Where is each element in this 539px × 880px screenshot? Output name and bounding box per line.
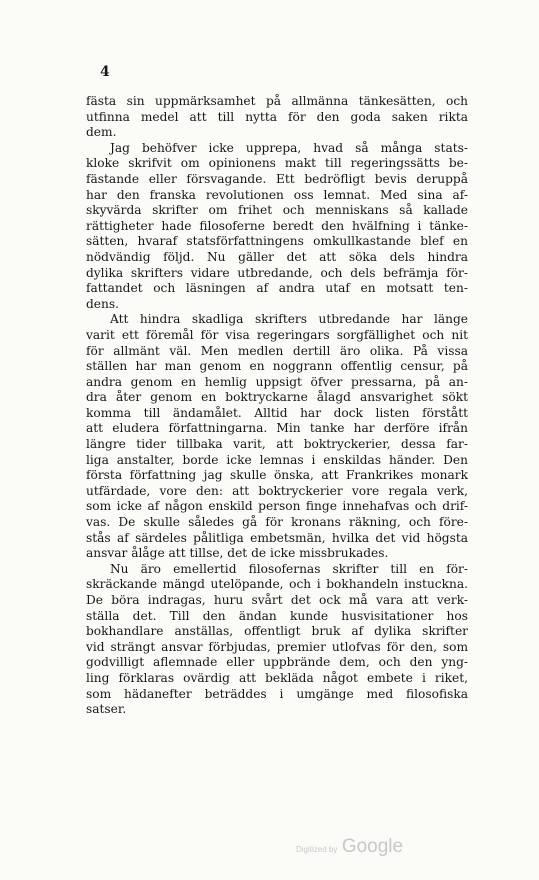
text-line: godvilligt aflemnade eller uppbrände dem, och den yng-	[86, 655, 468, 670]
text-line: skyvärda skrifter om frihet och menniskans så kallade	[86, 203, 468, 218]
text-line: dem.	[86, 125, 117, 140]
text-line: som hädanefter beträddes i umgänge med filosofiska	[86, 686, 468, 701]
body-text	[86, 94, 468, 718]
text-line: Jag behöfver icke upprepa, hvad så många stats-	[110, 140, 468, 155]
page-number: 4	[100, 64, 110, 80]
watermark-brand: Google	[341, 836, 404, 857]
text-line: dylika skrifters vidare utbredande, och dels befrämja för-	[86, 265, 468, 280]
text-line: har den franska revolutionen oss lemnat. Med sina af-	[86, 187, 468, 202]
text-line: dra åter genom en boktryckarne ålagd ansvarighet sökt	[86, 390, 468, 405]
text-line: ställen har man genom en noggrann offentlig censur, på	[86, 359, 468, 374]
text-line: längre tider tillbaka varit, att boktryckerier, dessa far-	[86, 437, 468, 452]
text-line: för allmänt väl. Men medlen dertill äro olika. På vissa	[86, 343, 468, 358]
text-line: utfärdade, vore den: att boktryckerier vore regala verk,	[86, 483, 468, 498]
text-line: fattandet och läsningen af andra utaf en motsatt ten-	[86, 281, 468, 296]
text-line: kloke skrifvit om opinionens makt till regeringssätts be-	[86, 156, 468, 171]
text-line: rättigheter hade filosoferne beredt den hvälfning i tänke-	[86, 218, 468, 233]
text-line: komma till ändamålet. Alltid har dock listen förstått	[86, 405, 468, 420]
text-line: som icke af någon enskild person finge innehafvas och drif-	[86, 499, 468, 514]
text-line: liga anstalter, borde icke lemnas i enskildas händer. Den	[86, 452, 468, 467]
text-line: fästa sin uppmärksamhet på allmänna tänkesätten, och	[86, 94, 468, 108]
text-line: bokhandlare anställas, offentligt bruk af dylika skrifter	[86, 624, 468, 639]
text-line: fästande eller försvagande. Ett bedröfligt bevis deruppå	[86, 171, 468, 186]
text-line: dens.	[86, 296, 119, 311]
watermark-prefix: Digitized by	[296, 845, 338, 854]
text-line: utfinna medel att till nytta för den goda saken rikta	[86, 109, 468, 124]
digitized-by-google-watermark	[296, 836, 403, 858]
text-line: andra genom en hemlig uppsigt öfver pressarna, på an-	[86, 374, 468, 389]
text-line: vid strängt ansvar förbjudas, premier utlofvas för den, som	[86, 639, 468, 654]
text-line: Att hindra skadliga skrifters utbredande har länge	[110, 312, 468, 327]
text-line: att eludera författningarna. Min tanke har derföre ifrån	[86, 421, 468, 436]
text-line: nödvändig följd. Nu gäller det att söka dels hindra	[86, 249, 468, 264]
text-line: De böra indragas, huru svårt det ock må vara att verk-	[86, 593, 468, 607]
text-line: ställa det. Till den ändan kunde husvisitationer hos	[86, 608, 468, 623]
text-line: stås af särdeles pålitliga embetsmän, hvilka det vid högsta	[86, 530, 468, 545]
text-line: ling förklaras ovärdig att bekläda något embete i riket,	[86, 670, 468, 685]
text-line: Nu äro emellertid filosofernas skrifter till en för-	[110, 561, 468, 576]
text-line: första författning jag skulle önska, att Frankrikes monark	[86, 468, 468, 483]
text-line: sätten, hvaraf statsförfattningens omkullkastande blef en	[86, 234, 468, 249]
text-line: skräckande mängd utelöpande, och i bokhandeln instuckna.	[86, 577, 468, 592]
text-line: satser.	[86, 702, 127, 717]
text-line: varit ett föremål för visa regeringars sorgfällighet och nit	[86, 327, 468, 342]
text-line: vas. De skulle således gå för kronans räkning, och före-	[86, 515, 468, 530]
text-line: ansvar ålåge att tillse, det de icke missbrukades.	[86, 546, 389, 561]
